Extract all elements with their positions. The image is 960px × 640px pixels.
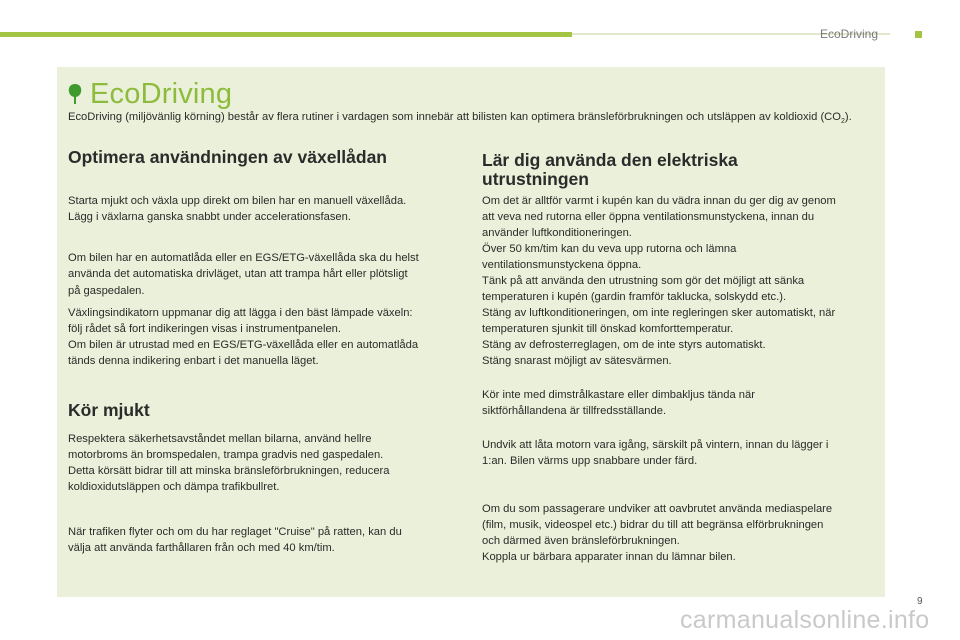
text-line: (film, musik, videospel etc.) bidrar du till att begränsa elförbrukningen bbox=[482, 519, 824, 531]
text-line: använder luftkonditioneringen. bbox=[482, 227, 632, 239]
section-heading-gearbox: Optimera användningen av växellådan bbox=[68, 147, 387, 167]
text-line: Stäng av defrosterreglagen, om de inte styrs automatiskt. bbox=[482, 339, 766, 351]
text-line: motorbroms än bromspedalen, trampa gradvis ned gaspedalen. bbox=[68, 449, 384, 461]
text-line: Detta körsätt bidrar till att minska bränsleförbrukningen, reducera bbox=[68, 465, 390, 477]
header-accent-bar bbox=[0, 32, 572, 37]
page-number: 9 bbox=[917, 596, 923, 607]
text-line: temperaturen i kupén (gardin framför taklucka, solskydd etc.). bbox=[482, 291, 787, 303]
text-line: siktförhållandena är tillfredsställande. bbox=[482, 405, 667, 417]
text-line: ventilationsmunstyckena öppna. bbox=[482, 259, 642, 271]
text-line: koldioxidutsläppen och dämpa trafikbullret. bbox=[68, 481, 280, 493]
text-line: När trafiken flyter och om du har reglaget "Cruise" på ratten, kan du bbox=[68, 526, 402, 538]
page-title-row bbox=[68, 78, 232, 110]
section-heading-drive-smooth: Kör mjukt bbox=[68, 400, 150, 420]
text-line: Respektera säkerhetsavståndet mellan bilarna, använd hellre bbox=[68, 433, 372, 445]
text-line: Stäng snarast möjligt av sätesvärmen. bbox=[482, 355, 672, 367]
text-line: Starta mjukt och växla upp direkt om bilen har en manuell växellåda. bbox=[68, 195, 407, 207]
intro-text: EcoDriving (miljövänlig körning) består av flera rutiner i vardagen som innebär att bilisten kan optimera bränsleförbrukningen och utsläppen av koldioxid $(CO_2)$. bbox=[68, 111, 852, 126]
page-title: EcoDriving bbox=[90, 77, 233, 110]
watermark-link[interactable]: carmanualsonline.info bbox=[680, 606, 930, 634]
text-line: Om det är alltför varmt i kupén kan du vädra innan du ger dig av genom bbox=[482, 195, 836, 207]
left-column bbox=[68, 147, 468, 567]
text-line: använda det automatiska drivläget, utan att trampa hårt eller plötsligt bbox=[68, 268, 408, 280]
text-line: Om bilen är utrustad med en EGS/ETG-växellåda eller en automatlåda bbox=[68, 339, 419, 351]
text-line: välja att använda farthållaren från och med 40 km/tim. bbox=[68, 542, 335, 554]
text-line: Stäng av luftkonditioneringen, om inte regleringen sker automatiskt, när bbox=[482, 307, 836, 319]
text-line: att veva ned rutorna eller öppna ventilationsmunstyckena, innan du bbox=[482, 211, 815, 223]
text-line: Över 50 km/tim kan du veva upp rutorna och lämna bbox=[482, 243, 737, 255]
text-line: Tänk på att använda den utrustning som gör det möjligt att sänka bbox=[482, 275, 805, 287]
text-line: Om bilen har en automatlåda eller en EGS/ETG-växellåda ska du helst bbox=[68, 252, 419, 264]
text-line: på gaspedalen. bbox=[68, 285, 145, 297]
header-section-title: EcoDriving bbox=[820, 27, 879, 41]
leaf-icon bbox=[68, 83, 82, 105]
text-line: Växlingsindikatorn uppmanar dig att lägga i den bäst lämpade växeln: bbox=[68, 307, 413, 319]
text-line: Kör inte med dimstrålkastare eller dimbakljus tända när bbox=[482, 389, 755, 401]
section-heading-electrical-line2: utrustningen bbox=[482, 169, 589, 189]
text-line: Om du som passagerare undviker att oavbrutet använda mediaspelare bbox=[482, 503, 833, 515]
text-line: Undvik att låta motorn vara igång, särskilt på vintern, innan du lägger i bbox=[482, 439, 829, 451]
text-line: temperaturen sjunkit till önskad komforttemperatur. bbox=[482, 323, 734, 335]
text-line: och därmed även bränsleförbrukningen. bbox=[482, 535, 680, 547]
section-heading-electrical-line1: Lär dig använda den elektriska bbox=[482, 150, 738, 170]
text-line: tänds denna indikering enbart i det manuella läget. bbox=[68, 355, 319, 367]
text-line: 1:an. Bilen värms upp snabbare under färd. bbox=[482, 455, 698, 467]
text-line: Lägg i växlarna ganska snabbt under accelerationsfasen. bbox=[68, 211, 351, 223]
right-column bbox=[482, 150, 882, 570]
text-line: Koppla ur bärbara apparater innan du lämnar bilen. bbox=[482, 551, 736, 563]
header-square-marker bbox=[915, 31, 922, 38]
text-line: följ rådet så fort indikeringen visas i instrumentpanelen. bbox=[68, 323, 341, 335]
